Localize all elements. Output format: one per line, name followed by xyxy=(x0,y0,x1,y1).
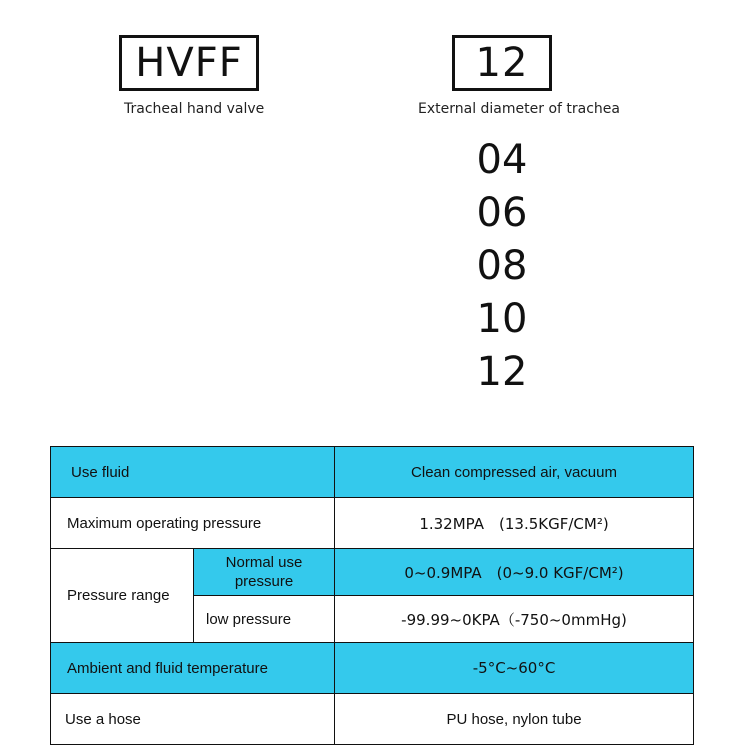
model-code-box xyxy=(119,35,259,91)
normal-pressure-value: 0~0.9MPA (0~9.0 KGF/CM²) xyxy=(335,549,694,596)
size-option: 12 xyxy=(476,349,528,395)
max-pressure-label: Maximum operating pressure xyxy=(51,498,335,549)
size-options-list xyxy=(440,134,564,399)
model-caption: Tracheal hand valve xyxy=(124,101,265,117)
max-pressure-value: 1.32MPA (13.5KGF/CM²) xyxy=(335,498,694,549)
table-row xyxy=(51,643,694,694)
size-option: 08 xyxy=(476,243,528,289)
model-code: HVFF xyxy=(135,40,243,86)
table-row xyxy=(51,694,694,745)
temperature-value: -5°C~60°C xyxy=(335,643,694,694)
spec-table xyxy=(50,446,694,745)
low-pressure-label: low pressure xyxy=(194,596,335,643)
temperature-label: Ambient and fluid temperature xyxy=(51,643,335,694)
low-pressure-value: -99.99~0KPA（-750~0mmHg) xyxy=(335,596,694,643)
normal-pressure-label: Normal use pressure xyxy=(194,549,335,596)
use-fluid-label: Use fluid xyxy=(51,447,335,498)
hose-value: PU hose, nylon tube xyxy=(335,694,694,745)
size-code: 12 xyxy=(475,40,529,86)
use-fluid-value: Clean compressed air, vacuum xyxy=(335,447,694,498)
size-option: 10 xyxy=(476,296,528,342)
size-caption: External diameter of trachea xyxy=(418,101,620,117)
size-code-box xyxy=(452,35,552,91)
size-option: 04 xyxy=(476,137,528,183)
table-row xyxy=(51,549,694,596)
size-option: 06 xyxy=(476,190,528,236)
table-row xyxy=(51,447,694,498)
pressure-range-label: Pressure range xyxy=(51,549,194,643)
hose-label: Use a hose xyxy=(51,694,335,745)
table-row xyxy=(51,498,694,549)
